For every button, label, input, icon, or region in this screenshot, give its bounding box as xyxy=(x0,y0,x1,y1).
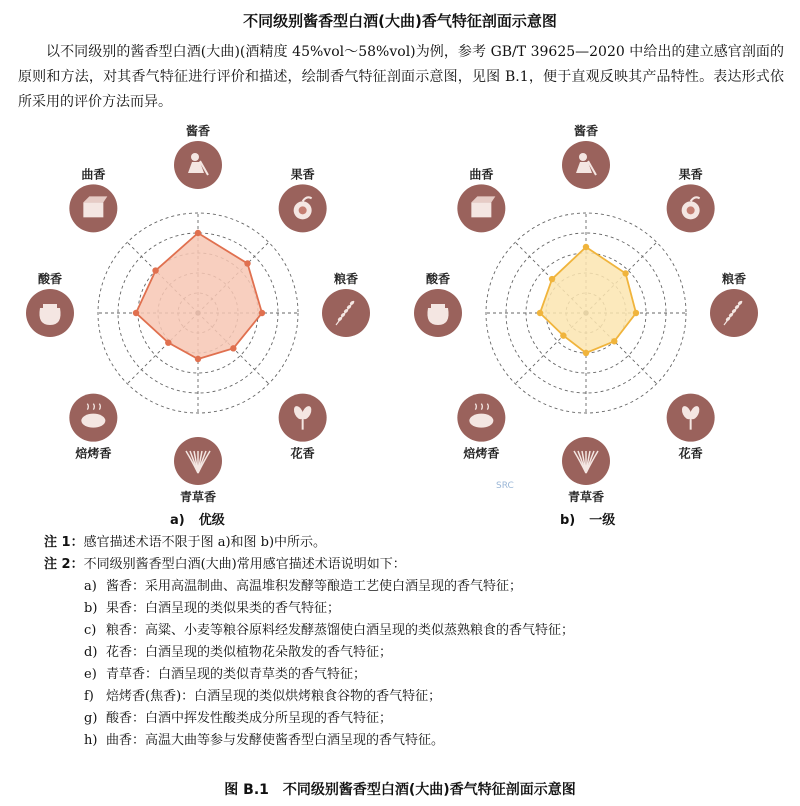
page-title: 不同级别酱香型白酒(大曲)香气特征剖面示意图 xyxy=(243,12,557,30)
block-icon xyxy=(457,184,505,232)
axis-label: 酱香 xyxy=(573,124,599,138)
term-text: 焙烤香(焦香)：白酒呈现的类似烘烤粮食谷物的香气特征； xyxy=(106,689,442,704)
term-text: 酸香：白酒中挥发性酸类成分所呈现的香气特征； xyxy=(106,711,393,726)
note-1 xyxy=(44,532,784,554)
figure-number: 图 B.1 xyxy=(224,782,269,798)
note-2 xyxy=(44,554,784,576)
radar-panel-a xyxy=(37,124,359,526)
axis-label: 花香 xyxy=(678,446,703,461)
term-text: 曲香：高温大曲等参与发酵使酱香型白酒呈现的香气特征。 xyxy=(106,733,445,748)
data-point xyxy=(152,267,158,273)
axis-label: 粮香 xyxy=(721,272,747,286)
note-2-label: 注 2： xyxy=(44,557,84,572)
data-point xyxy=(633,310,639,316)
jiang-icon xyxy=(562,141,610,189)
term-text: 青草香：白酒呈现的类似青草类的香气特征； xyxy=(106,667,367,682)
term-item xyxy=(44,598,784,620)
pot-icon xyxy=(26,289,74,337)
term-text: 粮香：高粱、小麦等粮谷原料经发酵蒸馏使白酒呈现的类似蒸熟粮食的香气特征； xyxy=(106,623,575,638)
data-point xyxy=(195,356,201,362)
term-letter: d) xyxy=(84,645,98,660)
caption-a-label: a) xyxy=(170,513,185,528)
jiang-icon xyxy=(174,141,222,189)
bread-icon xyxy=(457,394,505,442)
term-letter: f) xyxy=(84,689,94,704)
caption-b xyxy=(560,509,615,528)
pot-icon xyxy=(414,289,462,337)
axis-label: 酸香 xyxy=(425,272,451,286)
caption-b-text: 一级 xyxy=(589,513,616,528)
data-point xyxy=(549,276,555,282)
data-point xyxy=(165,339,171,345)
radar-chart-a xyxy=(37,124,359,526)
data-polygon xyxy=(540,247,636,353)
data-point xyxy=(560,332,566,338)
note-2-text: 不同级别酱香型白酒(大曲)常用感官描述术语说明如下： xyxy=(83,557,406,572)
watermark: SRC xyxy=(496,481,514,491)
axis-label: 青草香 xyxy=(179,490,217,504)
caption-a xyxy=(170,509,225,528)
caption-b-label: b) xyxy=(560,513,576,528)
axis-label: 青草香 xyxy=(567,490,605,504)
flower-icon xyxy=(279,394,327,442)
axis-label: 焙烤香 xyxy=(75,446,112,461)
data-point xyxy=(230,345,236,351)
caption-a-text: 优级 xyxy=(198,513,225,528)
data-point xyxy=(583,350,589,356)
data-point xyxy=(259,310,265,316)
term-letter: c) xyxy=(84,623,97,638)
data-point xyxy=(133,310,139,316)
radar-chart-b xyxy=(425,124,747,526)
term-letter: a) xyxy=(84,579,97,594)
bread-icon xyxy=(69,394,117,442)
intro-paragraph: 以不同级别的酱香型白酒(大曲)(酒精度 45%vol～58%vol)为例，参考 GB/T 39625—2020 中给出的建立感官剖面的原则和方法，对其香气特征进行评价和描述，绘制香气特征剖面示意图，见图 B.1，便于直观反映其产品特性。表达形式依所采用的评价方法而异。 xyxy=(18,44,784,110)
term-text: 酱香：采用高温制曲、高温堆积发酵等酿造工艺使白酒呈现的香气特征； xyxy=(106,579,523,594)
figure-caption xyxy=(0,779,800,799)
figure-caption-text: 不同级别酱香型白酒(大曲)香气特征剖面示意图 xyxy=(282,782,576,798)
term-text: 果香：白酒呈现的类似果类的香气特征； xyxy=(106,601,341,616)
axis-label: 曲香 xyxy=(81,167,106,182)
axis-label: 果香 xyxy=(678,167,703,182)
axis-label: 酸香 xyxy=(37,272,63,286)
term-item xyxy=(44,642,784,664)
data-point xyxy=(195,230,201,236)
flower-icon xyxy=(667,394,715,442)
grain-icon xyxy=(322,289,370,337)
notes-block xyxy=(44,532,784,752)
data-point xyxy=(537,310,543,316)
data-point xyxy=(244,260,250,266)
term-item xyxy=(44,686,784,708)
term-letter: h) xyxy=(84,733,98,748)
data-polygon xyxy=(136,233,262,359)
axis-label: 粮香 xyxy=(333,272,359,286)
term-text: 花香：白酒呈现的类似植物花朵散发的香气特征； xyxy=(106,645,393,660)
note-1-label: 注 1： xyxy=(44,535,84,550)
note-1-text: 感官描述术语不限于图 a)和图 b)中所示。 xyxy=(83,535,327,550)
block-icon xyxy=(69,184,117,232)
axis-label: 焙烤香 xyxy=(463,446,500,461)
data-point xyxy=(583,244,589,250)
grass-icon xyxy=(562,437,610,485)
data-point xyxy=(611,338,617,344)
axis-label: 花香 xyxy=(290,446,315,461)
term-item xyxy=(44,664,784,686)
axis-label: 曲香 xyxy=(469,167,494,182)
term-item xyxy=(44,708,784,730)
term-item xyxy=(44,730,784,752)
fruit-icon xyxy=(279,184,327,232)
grain-icon xyxy=(710,289,758,337)
term-item xyxy=(44,620,784,642)
axis-label: 果香 xyxy=(290,167,315,182)
fruit-icon xyxy=(667,184,715,232)
term-letter: b) xyxy=(84,601,98,616)
grass-icon xyxy=(174,437,222,485)
data-point xyxy=(622,270,628,276)
axis-label: 酱香 xyxy=(185,124,211,138)
term-item xyxy=(44,576,784,598)
term-letter: e) xyxy=(84,667,97,682)
radar-panel-b xyxy=(425,124,747,526)
term-letter: g) xyxy=(84,711,98,726)
